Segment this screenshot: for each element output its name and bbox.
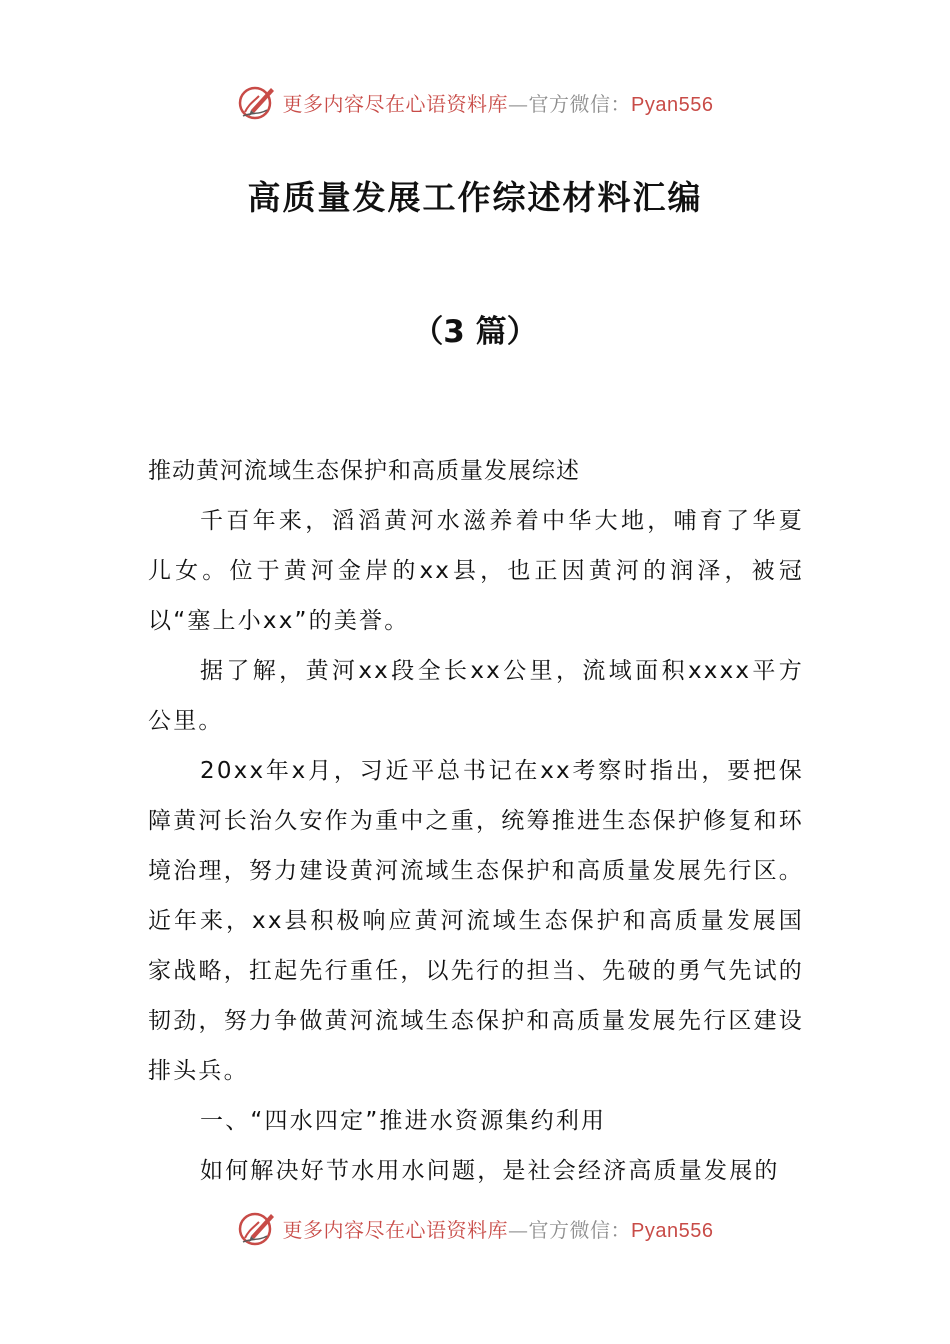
document-count: （3 篇） — [412, 314, 538, 350]
banner-main-text: 更多内容尽在心语资料库 — [282, 91, 509, 116]
banner-text — [283, 88, 714, 117]
article-title: 推动黄河流域生态保护和高质量发展综述 — [148, 458, 580, 484]
banner-dash: — — [508, 91, 529, 116]
banner-wechat-id: Pyan556 — [631, 1219, 714, 1242]
paragraph-4: 如何解决好节水用水问题，是社会经济高质量发展的 — [200, 1158, 780, 1184]
paragraph-3: 20xx年x月，习近平总书记在xx考察时指出，要把保障黄河长治久安作为重中之重，统筹推进生态保护修复和环境治理，努力建设黄河流域生态保护和高质量发展先行区。近年来，xx县积极响应黄河流域生态保护和高质量发展国家战略，扛起先行重任，以先行的担当、先破的勇气先试的韧劲，努力争做黄河流域生态保护和高质量发展先行区建设排头兵。 — [148, 758, 804, 1084]
document-title: 高质量发展工作综述材料汇编 — [247, 178, 703, 217]
banner-official-label: 官方微信： — [528, 1217, 632, 1242]
pen-logo-icon — [237, 1208, 277, 1248]
footer-banner — [0, 1208, 950, 1248]
paragraph-2: 据了解，黄河xx段全长xx公里，流域面积xxxx平方公里。 — [148, 658, 804, 734]
document-body — [148, 446, 804, 1196]
banner-main-text: 更多内容尽在心语资料库 — [282, 1217, 509, 1242]
banner-wechat-id: Pyan556 — [631, 93, 714, 116]
pen-logo-icon — [237, 82, 277, 122]
banner-text — [283, 1214, 714, 1243]
banner-official-label: 官方微信： — [528, 91, 632, 116]
section-heading: 一、“四水四定”推进水资源集约利用 — [200, 1108, 607, 1134]
banner-dash: — — [508, 1217, 529, 1242]
header-banner — [0, 82, 950, 122]
paragraph-1: 千百年来，滔滔黄河水滋养着中华大地，哺育了华夏儿女。位于黄河金岸的xx县，也正因黄河的润泽，被冠以“塞上小xx”的美誉。 — [148, 508, 804, 634]
